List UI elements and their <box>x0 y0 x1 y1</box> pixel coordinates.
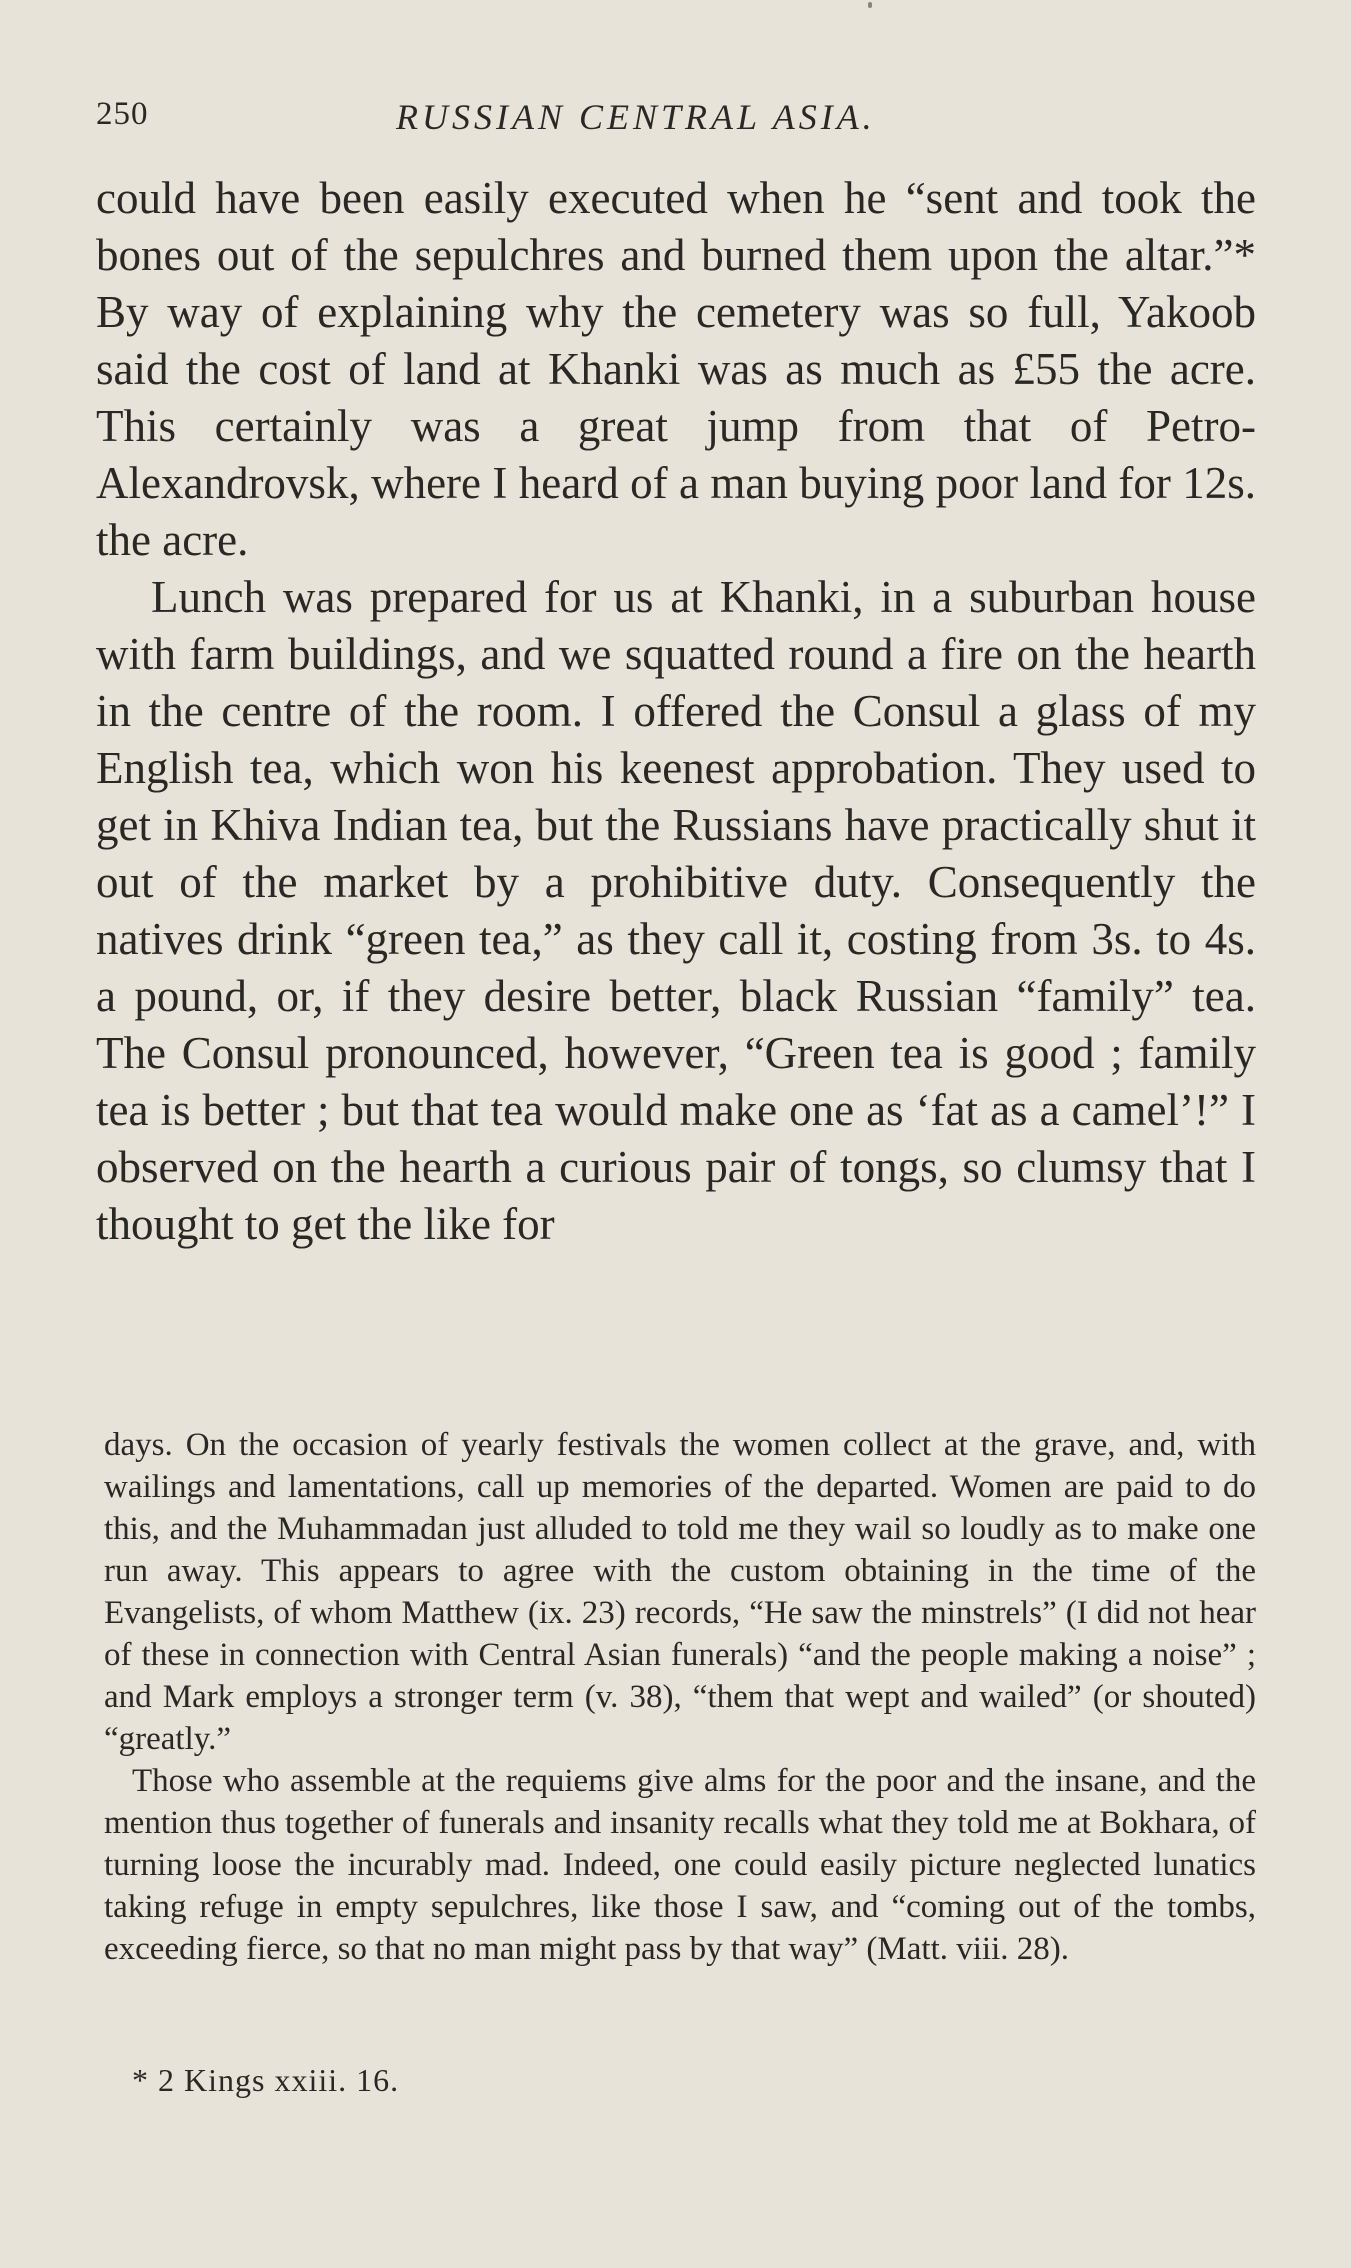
main-text <box>96 170 1256 1253</box>
paragraph: Lunch was prepared for us at Khanki, in a suburban house with farm buildings, and we squatted round a fire on the hearth in the centre of the room. I offered the Consul a glass of my English tea, which won his keenest approbation. They used to get in Khiva Indian tea, but the Russians have practically shut it out of the market by a prohibitive duty. Consequently the natives drink “green tea,” as they call it, costing from 3s. to 4s. a pound, or, if they desire better, black Russian “family” tea. The Consul pronounced, however, “Green tea is good ; family tea is better ; but that tea would make one as ‘fat as a camel’!” I observed on the hearth a curious pair of tongs, so clumsy that I thought to get the like for <box>96 572 1256 1249</box>
page-number: 250 <box>96 96 149 132</box>
footnote: * 2 Kings xxiii. 16. <box>132 2062 400 2098</box>
note-paragraph: days. On the occasion of yearly festivals the women collect at the grave, and, with wailings and lamentations, call up memories of the departed. Women are paid to do this, and the Muhammadan just alluded to told me they wail so loudly as to make one run away. This appears to agree with the custom obtaining in the time of the Evangelists, of whom Matthew (ix. 23) records, “He saw the minstrels” (I did not hear of these in connection with Central Asian funerals) “and the people making a noise” ; and Mark employs a stronger term (v. 38), “them that wept and wailed” (or shouted) “greatly.” <box>104 1427 1256 1757</box>
page-header <box>96 96 1256 146</box>
running-title: RUSSIAN CENTRAL ASIA. <box>396 97 876 137</box>
note-text <box>104 1424 1256 1970</box>
paragraph: could have been easily executed when he “sent and took the bones out of the sepulchres and burned them upon the altar.”* By way of explaining why the cemetery was so full, Yakoob said the cost of land at Khanki was as much as £55 the acre. This certainly was a great jump from that of Petro-Alexandrovsk, where I heard of a man buying poor land for 12s. the acre. <box>96 173 1256 565</box>
note-paragraph: Those who assemble at the requiems give alms for the poor and the insane, and the mention thus together of funerals and insanity recalls what they told me at Bokhara, of turning loose the incurably mad. Indeed, one could easily picture neglected lunatics taking refuge in empty sepulchres, like those I saw, and “coming out of the tombs, exceeding fierce, so that no man might pass by that way” (Matt. viii. 28). <box>104 1763 1256 1967</box>
paper-mark <box>868 2 872 8</box>
